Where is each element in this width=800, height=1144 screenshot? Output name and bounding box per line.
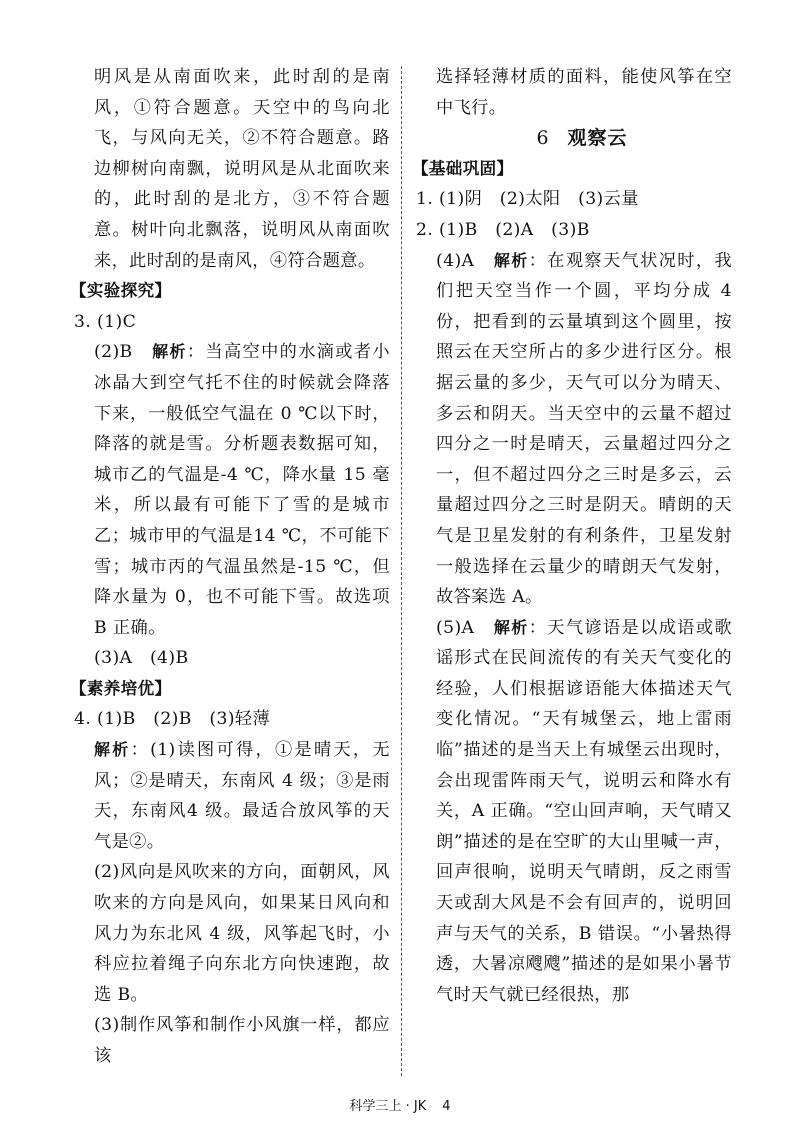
answer-label: (4)A [436,250,475,271]
q4-analysis-1 [74,735,390,857]
analysis-text: ：当高空中的水滴或者小冰晶大到空气托不住的时候就会降落下来，一般低空气温在 0 ℃以下时，降落的就是雪。分析题表数据可知，城市乙的气温是-4 ℃，降水量 15 毫米，所以最有可能下了雪的是城市乙；城市甲的气温是14 ℃，不可能下雪；城市丙的气温虽然是-15 ℃，但降水量为 0，也不可能下雪。故选项 B 正确。 [94,342,390,638]
q2-answer-4 [416,246,732,613]
column-divider [401,66,402,1076]
analysis-keyword: 解析 [152,342,187,362]
q2-answers: 2. (1)B (2)A (3)B [416,219,590,240]
answer-label: (2)B [94,342,133,363]
q4-analysis-3: (3)制作风筝和制作小风旗一样，都应该 [94,1015,390,1066]
chapter-title: 观察云 [567,127,628,150]
analysis-keyword: 解析 [493,250,529,270]
analysis-text: ：(1)读图可得，①是晴天，无风；②是晴天，东南风 4 级；③是雨天，东南风4 级。最适合放风筝的天气是②。 [94,740,390,852]
analysis-keyword: 解析 [94,740,131,760]
q1-answers: 1. (1)阴 (2)太阳 (3)云量 [416,189,639,210]
right-column [412,62,732,1010]
footer-subject: 科学三上 · JK [349,1099,427,1114]
q4-answers: 4. (1)B (2)B (3)轻薄 [74,709,271,730]
q3-answer-2 [74,337,390,643]
q2-answer-5 [416,613,732,1011]
page-number: 4 [442,1099,451,1114]
page-footer [0,1095,800,1114]
analysis-text: ：天气谚语是以成语或歌谣形式在民间流传的有关天气变化的经验，人们根据谚语能大体描述天气变化情况。“天有城堡云，地上雷雨临”描述的是当天上有城堡云出现时，会出现雷阵雨天气，说明云和降水有关，A 正确。“空山回声响，天气晴又朗”描述的是在空旷的大山里喊一声，回声很响，说明天气晴朗，反之雨雪天或刮大风是不会有回声的，说明回声与天气的关系，B 错误。“小暑热得透，大暑凉飕飕”描述的是如果小暑节气时天气就已经很热，那 [436,617,732,1005]
q4-analysis-2: (2)风向是风吹来的方向，面朝风，风吹来的方向是风向，如果某日风向和风力为东北风 4 级，风筝起飞时，小科应拉着绳子向东北方向快速跑，故选 B。 [94,862,390,1005]
chapter-number: 6 [536,127,550,150]
analysis-text: ：在观察天气状况时，我们把天空当作一个圆，平均分成 4 份，把看到的云量填到这个圆里，按照云在天空所占的多少进行区分。根据云量的多少，天气可以分为晴天、多云和阴天。当天空中的云量不超过四分之一时是晴天，云量超过四分之一，但不超过四分之三时是多云，云量超过四分之三时是阴天。晴朗的天气是卫星发射的有利条件，卫星发射一般选择在云量少的晴朗天气发射，故答案选 A。 [436,250,732,608]
continued-paragraph: 明风是从南面吹来，此时刮的是南风，①符合题意。天空中的鸟向北飞，与风向无关，②不符合题意。路边柳树向南飘，说明风是从北面吹来的，此时刮的是北方，③不符合题意。树叶向北飘落，说明风从南面吹来，此时刮的是南风，④符合题意。 [94,67,390,271]
left-column [70,62,390,1072]
continued-paragraph: 选择轻薄材质的面料，能使风筝在空中飞行。 [436,67,732,118]
section-heading-quality: 【素养培优】 [70,678,172,698]
analysis-keyword: 解析 [493,617,529,637]
q3-answer-3-4: (3)A (4)B [94,648,189,669]
answer-label: (5)A [436,617,475,638]
q3-answer-1: 3. (1)C [74,311,137,332]
section-heading-experiment: 【实验探究】 [70,281,172,301]
section-heading-basic: 【基础巩固】 [412,158,514,178]
chapter-heading [416,123,732,154]
